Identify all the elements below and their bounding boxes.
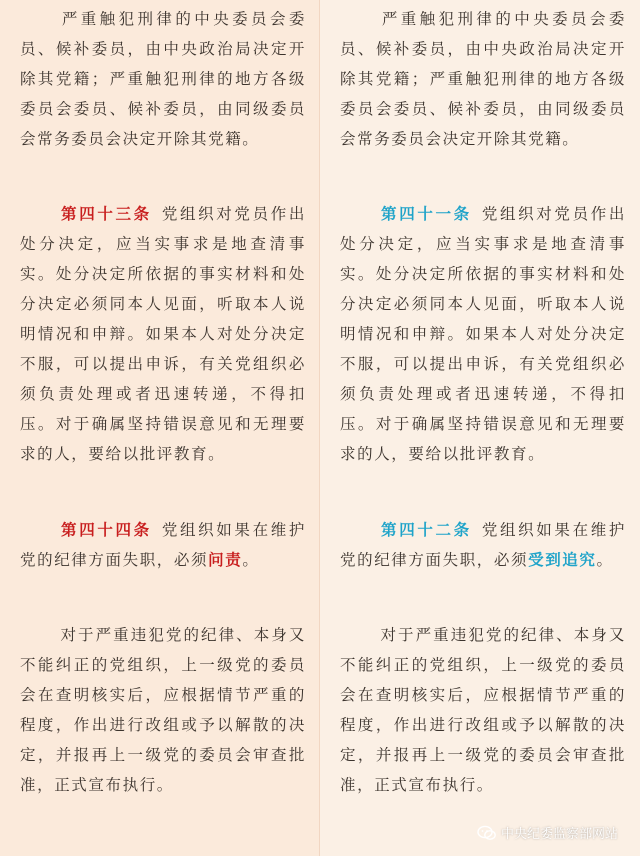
left-article-44-title: 第四十四条 (60, 521, 152, 539)
left-article-44-highlight: 问责 (208, 551, 243, 569)
left-article-44: 第四十四条 党组织如果在维护党的纪律方面失职，必须问责。 (20, 521, 306, 569)
right-article-41-body: 党组织对党员作出处分决定，应当实事求是地查清事实。处分决定所依据的事实材料和处分决定必须同本人见面，听取本人说明情况和申辩。如果本人对处分决定不服，可以提出申诉，有关党组织必须负责处理或者迅速转递，不得扣压。对于确属坚持错误意见和无理要求的人，要给以批评教育。 (340, 205, 626, 463)
right-article-42-highlight: 受到追究 (528, 551, 597, 569)
left-paragraph-4: 对于严重违犯党的纪律、本身又不能纠正的党组织，上一级党的委员会在查明核实后，应根据情节严重的程度，作出进行改组或予以解散的决定，并报再上一级党的委员会审查批准，正式宣布执行。 (20, 626, 306, 794)
watermark-text: 中央纪委监察部网站 (500, 827, 618, 842)
right-column (320, 0, 640, 856)
left-paragraph-1: 严重触犯刑律的中央委员会委员、候补委员，由中央政治局决定开除其党籍；严重触犯刑律的地方各级委员会委员、候补委员，由同级委员会常务委员会决定开除其党籍。 (20, 10, 306, 148)
wechat-icon (477, 825, 497, 841)
right-paragraph-4: 对于严重违犯党的纪律、本身又不能纠正的党组织，上一级党的委员会在查明核实后，应根据情节严重的程度，作出进行改组或予以解散的决定，并报再上一级党的委员会审查批准，正式宣布执行。 (340, 626, 626, 794)
left-article-43-title: 第四十三条 (60, 205, 152, 223)
right-article-42: 第四十二条 党组织如果在维护党的纪律方面失职，必须受到追究。 (340, 521, 626, 569)
source-watermark (477, 823, 618, 842)
left-article-44-body: 党组织如果在维护党的纪律方面失职，必须 (20, 521, 306, 569)
left-article-43 (20, 199, 306, 469)
right-article-41 (340, 199, 626, 469)
right-paragraph-1: 严重触犯刑律的中央委员会委员、候补委员，由中央政治局决定开除其党籍；严重触犯刑律的地方各级委员会委员、候补委员，由同级委员会常务委员会决定开除其党籍。 (340, 10, 626, 148)
right-article-42-body: 党组织如果在维护党的纪律方面失职，必须 (340, 521, 626, 569)
left-article-43-body: 党组织对党员作出处分决定，应当实事求是地查清事实。处分决定所依据的事实材料和处分决定必须同本人见面，听取本人说明情况和申辩。如果本人对处分决定不服，可以提出申诉，有关党组织必须负责处理或者迅速转递，不得扣压。对于确属坚持错误意见和无理要求的人，要给以批评教育。 (20, 205, 306, 463)
right-article-41-title: 第四十一条 (380, 205, 472, 223)
right-article-42-title: 第四十二条 (380, 521, 472, 539)
